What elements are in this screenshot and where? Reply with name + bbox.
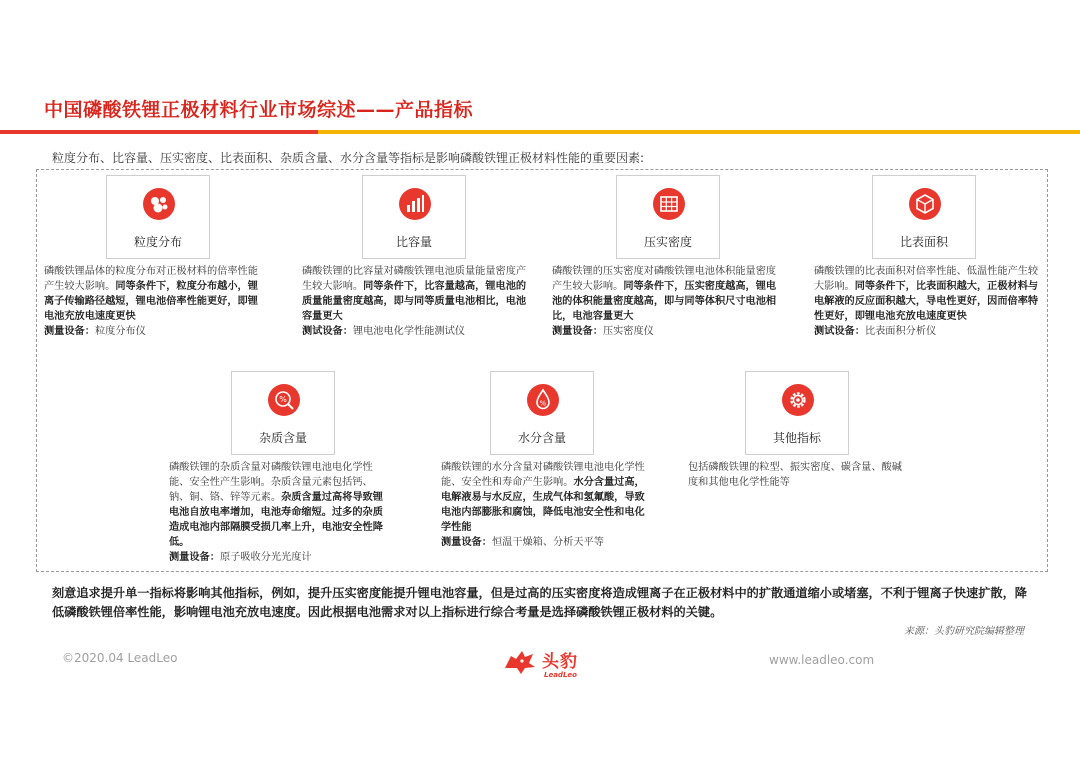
equipment-value: 锂电池电化学性能测试仪 [352,326,465,337]
logo-text-cn: 头豹 [542,652,578,672]
equipment-label: 测量设备： [552,326,603,337]
desc-plain: 包括磷酸铁锂的粒型、振实密度、碳含量、酸碱度和其他电化学性能等 [688,462,902,488]
leopard-icon [502,646,538,676]
bar-chart-icon [399,188,431,220]
title-underline-red [0,130,318,134]
particles-icon [143,188,175,220]
equipment-label: 测量设备： [169,552,220,563]
summary-text: 刻意追求提升单一指标将影响其他指标，例如，提升压实密度能提升锂电池容量，但是过高的压实密度将造成锂离子在正极材料中的扩散通道缩小或堵塞，不利于锂离子快速扩散，降低磷酸铁锂倍率性能，影响锂电池充放电速度。因此根据电池需求对以上指标进行综合考量是选择磷酸铁锂正极材料的关键。 [52,586,1027,619]
card-specific-capacity [362,175,466,259]
gear-icon [782,384,814,416]
page-title: 中国磷酸铁锂正极材料行业市场综述——产品指标 [44,99,474,121]
desc-plain: 磷酸铁锂晶体的粒度分布对正极材料的倍率性能产生较大影响。 [44,266,258,292]
leadleo-logo [502,644,592,684]
desc-particle-size [44,264,262,339]
desc-bold: 同等条件下，压实密度越高，锂电池的体积能量密度越高，即与同等体积尺寸电池相比，电池容量更大 [552,281,777,322]
equipment-label: 测量设备： [44,326,95,337]
card-specific-surface-area [872,175,976,259]
card-other-indicators [745,371,849,455]
desc-bold: 同等条件下，粒度分布越小，锂离子传输路径越短，锂电池倍率性能更好，即锂电池充放电速度更快 [44,281,258,322]
desc-impurity-content [169,460,383,565]
desc-plain: 磷酸铁锂的比容量对磷酸铁锂电池质量能量密度产生较大影响。 [302,266,527,292]
title-underline-yellow [318,130,1080,134]
equipment-value: 恒温干燥箱、分析天平等 [491,537,604,548]
card-label: 杂质含量 [258,431,307,445]
equipment-label: 测量设备： [441,537,492,548]
card-label: 比容量 [395,235,432,249]
desc-plain: 磷酸铁锂的压实密度对磷酸铁锂电池体积能量密度产生较大影响。 [552,266,777,292]
desc-bold: 同等条件下，比容量越高，锂电池的质量能量密度越高，即与同等质量电池相比，电池容量更大 [302,281,527,322]
logo-text-en: LeadLeo [544,671,577,679]
compaction-icon [653,188,685,220]
card-particle-size [106,175,210,259]
equipment-label: 测试设备： [814,326,865,337]
footer-copyright: ©2020.04 LeadLeo [62,651,178,665]
card-label: 水分含量 [517,431,566,445]
card-label: 比表面积 [899,235,948,249]
equipment-value: 比表面积分析仪 [864,326,937,337]
desc-moisture-content [441,460,647,550]
desc-compaction-density [552,264,782,339]
card-moisture-content [490,371,594,455]
source-note: 来源：头豹研究院编辑整理 [904,626,1024,637]
equipment-value: 原子吸收分光光度计 [219,552,312,563]
desc-plain: 磷酸铁锂的杂质含量对磷酸铁锂电池电化学性能、安全性产生影响。杂质含量元素包括钙、钠、铜、铬、锌等元素。 [169,462,373,503]
cube-icon [909,188,941,220]
desc-plain: 磷酸铁锂的比表面积对倍率性能、低温性能产生较大影响。 [814,266,1039,292]
intro-text: 粒度分布、比容量、压实密度、比表面积、杂质含量、水分含量等指标是影响磷酸铁锂正极材料性能的重要因素: [52,151,645,165]
desc-other-indicators [688,460,912,490]
svg-text:%: % [279,395,287,404]
card-compaction-density [616,175,720,259]
footer-website[interactable]: www.leadleo.com [769,653,875,667]
desc-specific-surface-area [814,264,1042,339]
magnifier-percent-icon [268,384,300,416]
card-impurity-content [231,371,335,455]
equipment-label: 测试设备： [302,326,353,337]
desc-bold: 同等条件下，比表面积越大，正极材料与电解液的反应面积越大，导电性更好，因而倍率特性更好，即锂电池充放电速度更快 [814,281,1039,322]
water-drop-percent-icon [527,384,559,416]
card-label: 压实密度 [643,235,692,249]
svg-text:%: % [539,399,547,408]
desc-specific-capacity [302,264,532,339]
equipment-value: 粒度分布仪 [94,326,146,337]
desc-bold: 杂质含量过高将导致锂电池自放电率增加，电池寿命缩短。过多的杂质造成电池内部隔膜受损几率上升，电池安全性降低。 [169,492,383,548]
card-label: 其他指标 [772,431,821,445]
desc-plain: 磷酸铁锂的水分含量对磷酸铁锂电池电化学性能、安全性和寿命产生影响。 [441,462,645,488]
desc-bold: 水分含量过高，电解液易与水反应，生成气体和氢氟酸，导致电池内部膨胀和腐蚀，降低电池安全性和电化学性能 [441,477,645,533]
equipment-value: 压实密度仪 [602,326,654,337]
card-label: 粒度分布 [133,235,182,249]
